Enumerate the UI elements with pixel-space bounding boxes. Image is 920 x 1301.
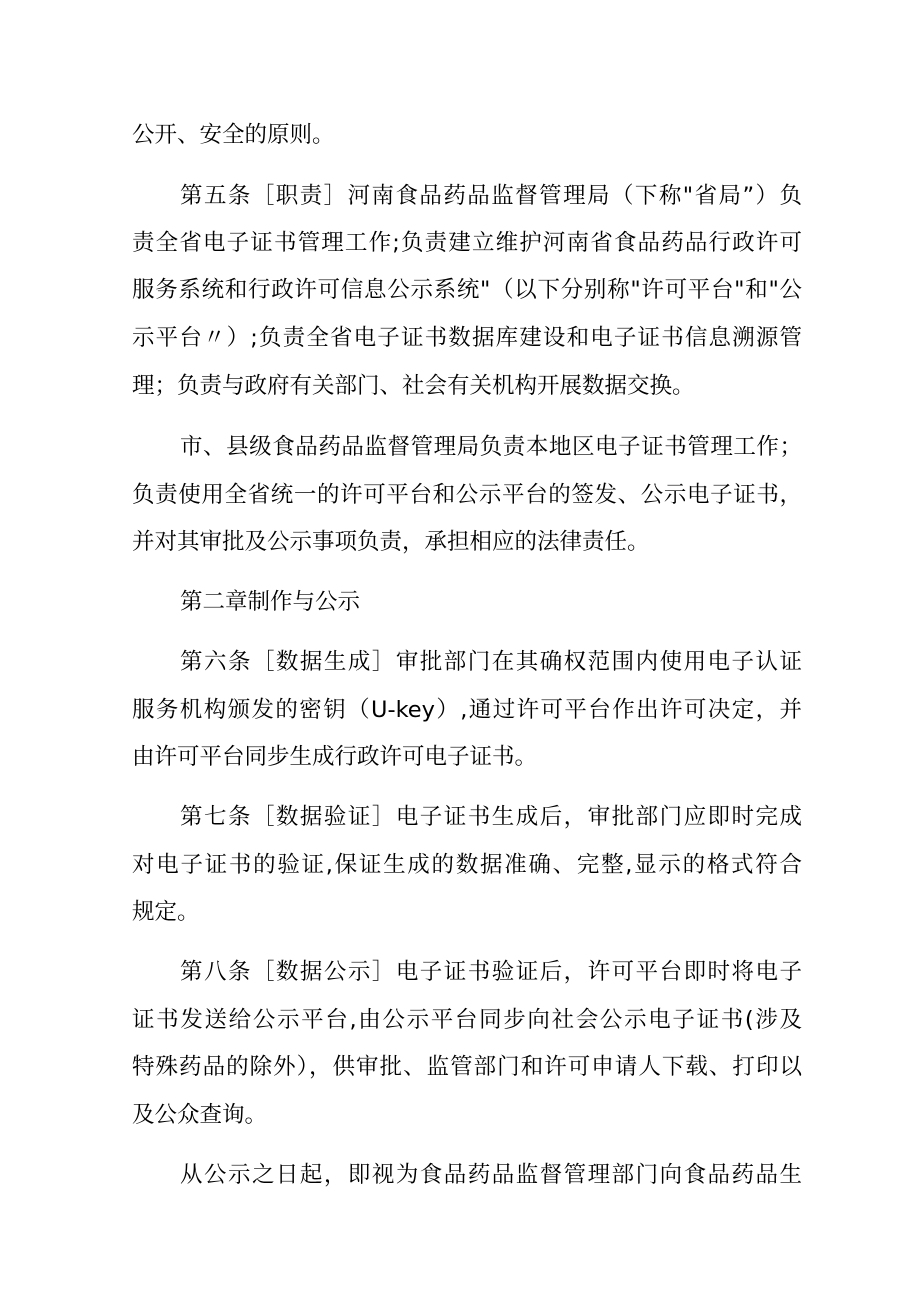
text-line: 由许可平台同步生成行政许可电子证书。 [132, 744, 538, 770]
text-line: 并对其审批及公示事项负责，承担相应的法律责任。 [132, 529, 650, 555]
text-line: 及公众查询。 [132, 1102, 268, 1128]
text-line: 第八条［数据公示］电子证书验证后，许可平台即时将电子 [180, 959, 802, 985]
text-line: 理；负责与政府有关部门、社会有关机构开展数据交换。 [132, 373, 695, 399]
chapter-heading: 第二章制作与公示 [180, 589, 361, 615]
text-line: 负责使用全省统一的许可平台和公示平台的签发、公示电子证书， [132, 482, 802, 508]
text-line: 服务系统和行政许可信息公示系统"（以下分别称"许可平台"和"公 [132, 277, 802, 303]
text-line: 市、县级食品药品监督管理局负责本地区电子证书管理工作； [180, 434, 802, 460]
text-line: 从公示之日起，即视为食品药品监督管理部门向食品药品生 [180, 1162, 802, 1188]
text-line: 第六条［数据生成］审批部门在其确权范围内使用电子认证 [180, 649, 802, 675]
text-line: 特殊药品的除外），供审批、监管部门和许可申请人下载、打印以 [132, 1054, 802, 1080]
text-line: 对电子证书的验证,保证生成的数据准确、完整,显示的格式符合 [132, 852, 802, 878]
text-line: 责全省电子证书管理工作;负责建立维护河南省食品药品行政许可 [132, 230, 802, 256]
text-line: 证书发送给公示平台,由公示平台同步向社会公示电子证书(涉及 [132, 1007, 802, 1033]
text-line: 公开、安全的原则。 [132, 122, 335, 148]
text-line: 第五条［职责］河南食品药品监督管理局（下称"省局”）负 [180, 183, 802, 209]
text-line: 规定。 [132, 899, 200, 925]
text-line: 示平台〃）;负责全省电子证书数据库建设和电子证书信息溯源管 [132, 325, 802, 351]
text-line: 第七条［数据验证］电子证书生成后，审批部门应即时完成 [180, 804, 802, 830]
text-line: 服务机构颁发的密钥（U-key）,通过许可平台作出许可决定，并 [132, 697, 802, 723]
